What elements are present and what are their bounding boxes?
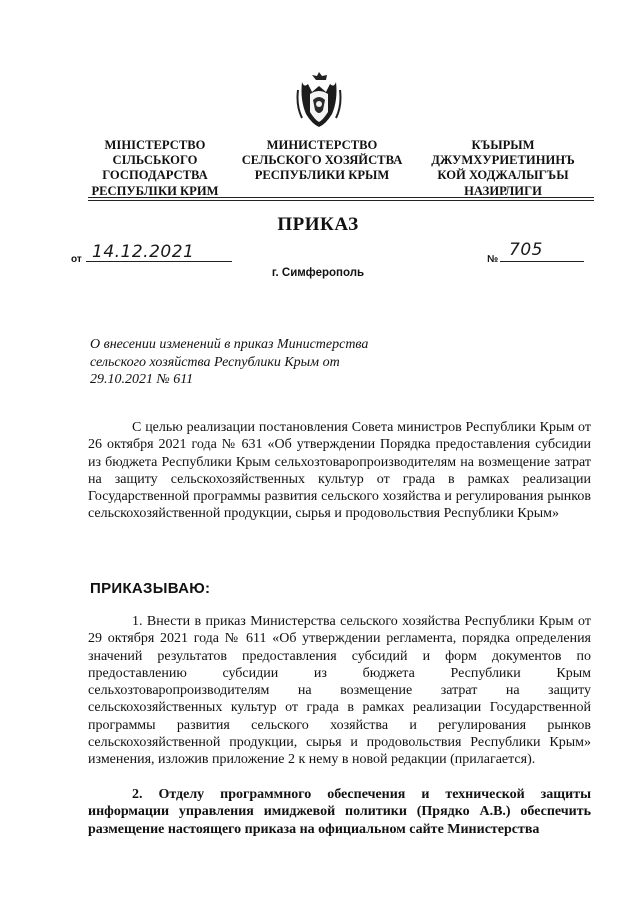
header-ministry-crimean-tatar: КЪЫРЫМ ДЖУМХУРИЕТИНИНЪ КОЙ ХОДЖАЛЫГЪЫ НАЗИРЛИГИ: [431, 138, 575, 198]
date-value: 14.12.2021: [92, 242, 195, 262]
number-prefix: №: [487, 254, 499, 265]
order-directive: ПРИКАЗЫВАЮ:: [90, 580, 211, 597]
order-item-1: 1. Внести в приказ Министерства сельского хозяйства Республики Крым от 29 октября 2021 года № 611 «Об утверждении регламента, порядка определения значений результатов предоставления субсидий и форм документов по предоставлению субсидии из бюджета Республики Крым сельхозтоваропроизводителям на возмещение затрат на защиту сельскохозяйственных культур от града в рамках реализации Государственной программы развития сельского хозяйства и регулирования рынков сельскохозяйственной продукции, сырья и продовольствия Республики Крым» изменения, изложив приложение 2 к нему в новой редакции (прилагается).: [88, 614, 591, 768]
header-divider-bottom: [88, 200, 594, 201]
coat-of-arms-emblem: [296, 70, 342, 128]
header-ministry-russian: МИНИСТЕРСТВО СЕЛЬСКОГО ХОЗЯЙСТВА РЕСПУБЛИКИ КРЫМ: [241, 138, 403, 183]
city-name: г. Симферополь: [271, 267, 365, 279]
header-ministry-ukrainian: МІНІСТЕРСТВО СІЛЬСЬКОГО ГОСПОДАРСТВА РЕСПУБЛІКИ КРИМ: [91, 138, 219, 198]
document-title: ПРИКАЗ: [277, 214, 359, 235]
number-value: 705: [509, 240, 543, 260]
header-divider-top: [88, 197, 594, 198]
number-underline: [500, 261, 584, 262]
preamble-paragraph: С целью реализации постановления Совета министров Республики Крым от 26 октября 2021 года № 631 «Об утверждении Порядка предоставления субсидии из бюджета Республики Крым сельхозтоваропроизводителям на возмещение затрат на защиту сельскохозяйственных культур от града в рамках реализации Государственной программы развития сельского хозяйства и регулирования рынков сельскохозяйственной продукции, сырья и продовольствия Республики Крым»: [88, 420, 591, 522]
order-item-2: 2. Отделу программного обеспечения и технической защиты информации управления имиджевой политики (Прядко А.В.) обеспечить размещение настоящего приказа на официальном сайте Министерства: [88, 787, 591, 837]
order-subject: О внесении изменений в приказ Министерства сельского хозяйства Республики Крым от 29.10.2021 № 611: [90, 337, 369, 387]
date-underline: [86, 261, 232, 262]
date-prefix: от: [71, 254, 82, 265]
